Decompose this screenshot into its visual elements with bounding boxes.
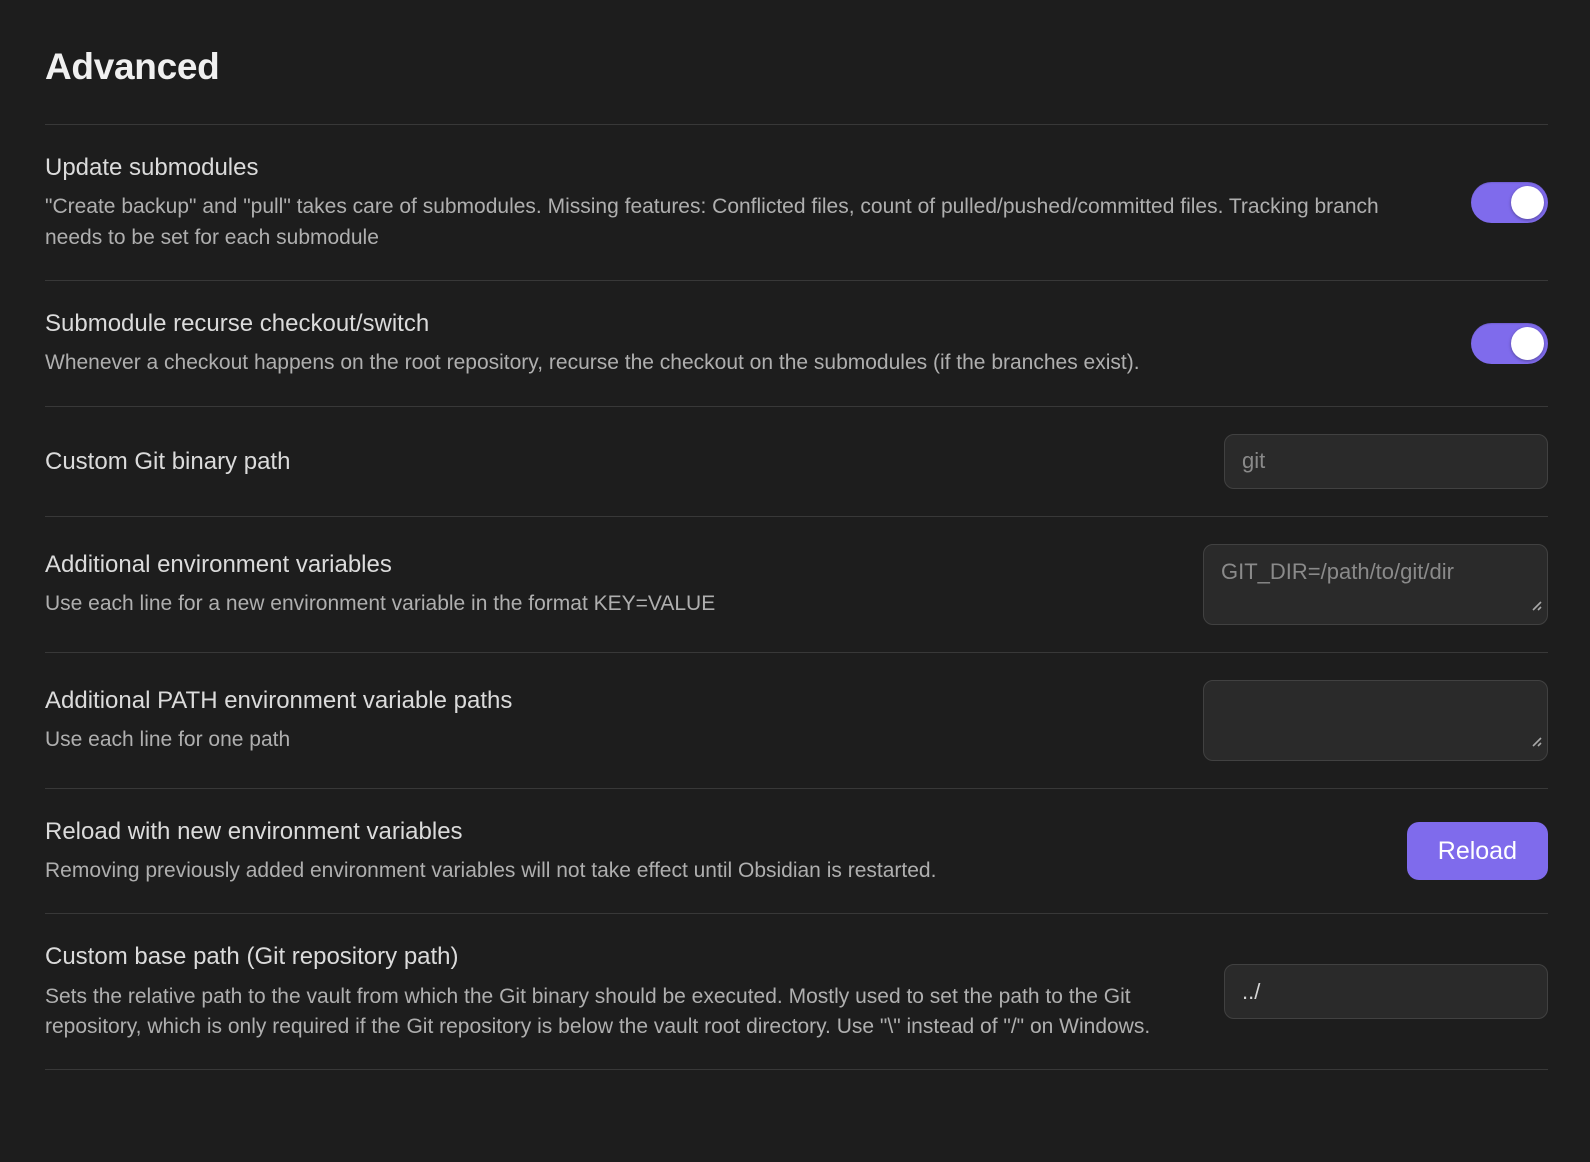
setting-row-submodule-recurse-checkout-switch bbox=[45, 281, 1548, 407]
setting-control bbox=[1471, 323, 1548, 364]
setting-row-additional-path-environment-variable-paths bbox=[45, 653, 1548, 789]
setting-row-custom-git-binary-path bbox=[45, 407, 1548, 517]
setting-info bbox=[45, 446, 1224, 477]
setting-description: "Create backup" and "pull" takes care of submodules. Missing features: Conflicted files, count of pulled/pushed/committed files. Tracking branch needs to be set for each submodule bbox=[45, 195, 1379, 249]
additional-environment-variables-textarea[interactable] bbox=[1203, 544, 1548, 625]
custom-base-path-git-repository-path-input[interactable] bbox=[1224, 964, 1548, 1019]
setting-control bbox=[1224, 964, 1548, 1019]
setting-description: Use each line for one path bbox=[45, 728, 291, 752]
page-title: Advanced bbox=[45, 46, 220, 87]
setting-name: Update submodules bbox=[45, 154, 259, 181]
setting-row-custom-base-path-git-repository-path bbox=[45, 914, 1548, 1070]
setting-row-additional-environment-variables bbox=[45, 517, 1548, 653]
settings-page bbox=[0, 46, 1590, 1070]
setting-name: Custom base path (Git repository path) bbox=[45, 943, 459, 971]
setting-info bbox=[45, 941, 1224, 1042]
setting-control bbox=[1471, 182, 1548, 223]
setting-description: Sets the relative path to the vault from which the Git binary should be executed. Mostly used to set the path to the Git repository, which is only required if the Git repository is below the vault root directory. Use "\" instead of "/" on Windows. bbox=[45, 984, 1151, 1038]
setting-row-reload-with-new-environment-variables bbox=[45, 789, 1548, 915]
update-submodules-toggle[interactable] bbox=[1471, 182, 1548, 223]
toggle-knob bbox=[1511, 327, 1544, 360]
setting-info bbox=[45, 308, 1471, 379]
textarea-wrap bbox=[1203, 544, 1548, 625]
setting-control bbox=[1203, 544, 1548, 625]
setting-name: Custom Git binary path bbox=[45, 447, 291, 475]
setting-control bbox=[1203, 680, 1548, 761]
setting-name: Submodule recurse checkout/switch bbox=[45, 310, 430, 338]
submodule-recurse-checkout-switch-toggle[interactable] bbox=[1471, 323, 1548, 364]
setting-control bbox=[1407, 822, 1548, 880]
setting-name: Additional PATH environment variable paths bbox=[45, 686, 513, 714]
setting-info bbox=[45, 549, 1203, 620]
setting-description: Removing previously added environment variables will not take effect until Obsidian is restarted. bbox=[45, 858, 937, 882]
setting-description: Use each line for a new environment variable in the format KEY=VALUE bbox=[45, 592, 716, 616]
setting-name: Additional environment variables bbox=[45, 550, 392, 578]
setting-info bbox=[45, 685, 1203, 756]
settings-list bbox=[45, 124, 1548, 1070]
setting-row-update-submodules bbox=[45, 125, 1548, 281]
additional-path-environment-variable-paths-textarea[interactable] bbox=[1203, 680, 1548, 761]
textarea-wrap bbox=[1203, 680, 1548, 761]
toggle-knob bbox=[1511, 186, 1544, 219]
setting-info bbox=[45, 152, 1471, 253]
reload-with-new-environment-variables-button[interactable]: Reload bbox=[1407, 822, 1548, 880]
setting-name: Reload with new environment variables bbox=[45, 817, 463, 845]
custom-git-binary-path-input[interactable] bbox=[1224, 434, 1548, 489]
setting-control bbox=[1224, 434, 1548, 489]
setting-description: Whenever a checkout happens on the root repository, recurse the checkout on the submodules (if the branches exist). bbox=[45, 351, 1140, 375]
setting-info bbox=[45, 816, 1407, 887]
